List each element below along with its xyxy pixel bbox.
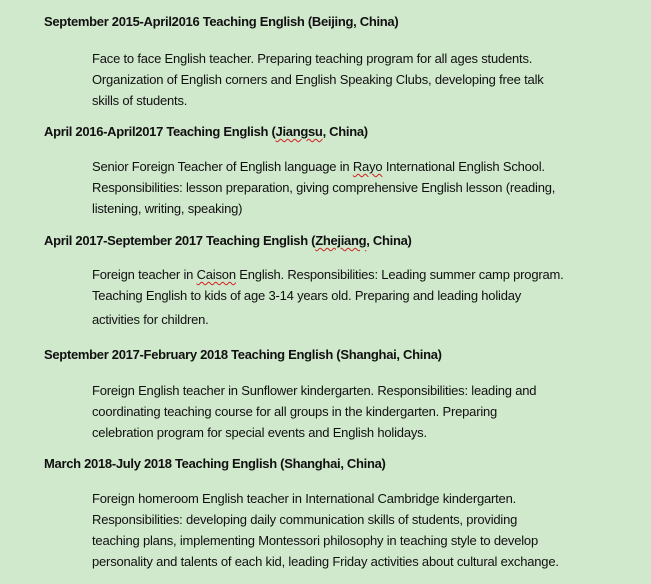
- entry-title: March 2018-July 2018 Teaching English (Shanghai, China): [44, 456, 386, 471]
- entry-description: [92, 488, 637, 572]
- entry-description: [92, 48, 637, 111]
- title-text: , China): [366, 233, 412, 248]
- spellcheck-word[interactable]: Zhejiang: [315, 233, 367, 248]
- title-text: April 2017-September 2017 Teaching English (: [44, 233, 316, 248]
- spellcheck-word[interactable]: Jiangsu: [275, 124, 323, 139]
- entry-title: [44, 233, 412, 248]
- description-line: Foreign homeroom English teacher in International Cambridge kindergarten.: [92, 491, 517, 506]
- entry-description: [92, 264, 637, 330]
- description-line: Responsibilities: developing daily communication skills of students, providing: [92, 512, 518, 527]
- description-line: Face to face English teacher. Preparing teaching program for all ages students.: [92, 51, 533, 66]
- description-line: Teaching English to kids of age 3-14 years old. Preparing and leading holiday: [92, 288, 522, 303]
- description-line: [92, 156, 637, 177]
- entry-title: [44, 124, 368, 139]
- description-line: teaching plans, implementing Montessori philosophy in teaching style to develop: [92, 533, 538, 548]
- line-text: Senior Foreign Teacher of English language in: [92, 159, 353, 174]
- description-line: listening, writing, speaking): [92, 201, 243, 216]
- description-line: Responsibilities: lesson preparation, giving comprehensive English lesson (reading,: [92, 180, 556, 195]
- title-text: , China): [322, 124, 368, 139]
- description-line: Organization of English corners and English Speaking Clubs, developing free talk: [92, 72, 544, 87]
- description-line: skills of students.: [92, 93, 188, 108]
- line-text: Foreign teacher in: [92, 267, 197, 282]
- description-line: [92, 264, 637, 285]
- description-line: Foreign English teacher in Sunflower kindergarten. Responsibilities: leading and: [92, 383, 537, 398]
- description-line: activities for children.: [92, 312, 209, 327]
- entry-title: September 2017-February 2018 Teaching English (Shanghai, China): [44, 347, 442, 362]
- entry-description: [92, 156, 637, 219]
- spellcheck-word[interactable]: Rayo: [352, 159, 383, 174]
- description-line: personality and talents of each kid, leading Friday activities about cultural exchange.: [92, 554, 559, 569]
- entry-description: [92, 380, 637, 443]
- line-text: International English School.: [382, 159, 545, 174]
- description-line: coordinating teaching course for all groups in the kindergarten. Preparing: [92, 404, 498, 419]
- title-text: April 2016-April2017 Teaching English (: [44, 124, 276, 139]
- line-text: English. Responsibilities: Leading summer camp program.: [235, 267, 564, 282]
- description-line: celebration program for special events and English holidays.: [92, 425, 427, 440]
- entry-title: September 2015-April2016 Teaching English (Beijing, China): [44, 14, 399, 29]
- spellcheck-word[interactable]: Caison: [196, 267, 236, 282]
